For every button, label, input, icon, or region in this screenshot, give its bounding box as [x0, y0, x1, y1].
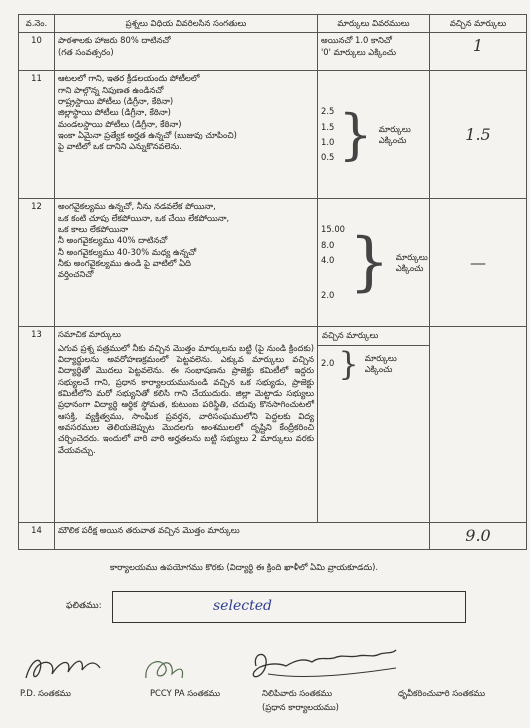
- header-details: ప్రశ్నలు విధియ వివరిలసిన సంగతులు: [55, 15, 318, 33]
- row-details: [55, 199, 318, 327]
- row-line: మండలస్థాయి పోటీలు (డిగ్రీనా, కేఠినా): [58, 118, 182, 129]
- row-line: ఒక కంటి చూపు లేకపోయినా, ఒక చేయి లేకపోయినా,: [58, 212, 230, 223]
- marks-brace-group: [321, 222, 426, 303]
- brace-label-line: ఎక్కించు: [395, 262, 424, 273]
- pccy-signature-icon: [140, 652, 186, 686]
- row-paragraph: ఎగువ ప్రశ్న పత్రములో నీకు వచ్చిన మొత్తం మార్కులను బట్టి (పై నుండి క్రిందకు) విద్యార్థులను అవరోహణక్రమంలో పెట్టవలెను. ఎక్కువ మార్కులు వచ్చిన విద్యార్థితో మొదలు పెట్టవలెను. ఈ సంభాషణను ప్రాజెక్టు కమిటీలో ఇద్దరు సభ్యులచే గాని, ప్రధాన కార్యాలయమునుండి వచ్చిన ఒక సభ్యుడు, ప్రాజెక్టు కమిటీలోని మరో సభ్యునితో కలిసి గాని చేయుదురు. జిల్లా మెట్టాడు సభ్యులు ప్రధానంగా విద్యార్థి ఆర్థిక స్థోమత, కుటుంబ పరిస్థితి, చదువు కొనసాగించుటలో ఆసక్తి, వ్యక్తిత్వము, సాంఘిక ప్రవర్తన, వారిసంఘములోని పెద్దలకు విద్య అవసరముల తెలియజెప్పుట మొదలగు అంశములలో దృష్టిని కేంద్రీకరించి చర్చించెదరు. ఇందులో వారి వారి అర్హతలను బట్టి సభ్యులు 2 మార్కులు వరకు వేయవచ్చు.: [58, 342, 314, 455]
- row-line: వర్తించనిచో: [58, 269, 94, 280]
- pccy-signature-label: PCCY PA సంతకము: [150, 688, 221, 698]
- certifier-signature-label: ధృవీకరించువారి సంతకము: [398, 688, 486, 698]
- brace-label-line: ఎక్కించు: [378, 134, 407, 145]
- row-sno: 11: [19, 71, 55, 199]
- row-obtained-marks: [430, 327, 527, 523]
- row-sno: 14: [19, 523, 55, 550]
- brace-label: [379, 124, 411, 147]
- brace-label-line: మార్కులు: [395, 251, 428, 262]
- marks-table: [18, 14, 527, 550]
- marks-value: 1.5: [321, 121, 335, 132]
- marks-brace-group: [321, 104, 426, 165]
- curly-brace-icon: }: [348, 225, 390, 300]
- row-line: (గత సంవత్సరం): [58, 46, 114, 57]
- row-line: ఒక కాలు లేకపోయినా: [58, 224, 129, 235]
- curly-brace-icon: }: [338, 344, 359, 383]
- row-details: [55, 71, 318, 199]
- result-field[interactable]: [112, 591, 466, 623]
- marks-value: 1.0: [321, 136, 335, 147]
- row-line: అయినచో 1.0 కానిచో: [321, 35, 392, 46]
- row-obtained-marks: 1.5: [430, 71, 527, 199]
- curly-brace-icon: }: [338, 102, 373, 166]
- row-line: గాని పాల్గొన్న నిపుణత ఉండినచో: [58, 84, 164, 95]
- officer-signature-icon: [246, 644, 406, 690]
- row-line: నీ అంగవైకల్యము 40-30% మధ్య ఉన్నచో: [58, 246, 197, 257]
- officer-signature-label: నిలిపివారు సంతకము: [262, 688, 333, 698]
- row-marks-details: [318, 71, 430, 199]
- marks-values: [321, 222, 345, 303]
- row-line: జిల్లాస్థాయి పోటీలు (డిగ్రీనా, కేఠినా): [58, 107, 171, 118]
- marks-values: [321, 356, 334, 371]
- table-row: [19, 523, 527, 550]
- row-total-text: మౌలిక పరీక్ష అయిన తరువాత వచ్చిన మొత్తం మార్కులు: [55, 523, 430, 550]
- table-row: [19, 199, 527, 327]
- brace-label: [365, 353, 397, 376]
- marks-value: 8.0: [321, 239, 335, 250]
- table-row: [19, 327, 527, 523]
- row-obtained-marks: 1: [430, 33, 527, 71]
- table-row: [19, 33, 527, 71]
- header-marks-obtained: వచ్చిన మార్కులు: [430, 15, 527, 33]
- pd-signature-label: P.D. సంతకము: [20, 688, 71, 698]
- header-marks-details: మార్కులు వివరములు: [318, 15, 430, 33]
- brace-label-line: మార్కులు: [378, 123, 411, 134]
- table-header-row: [19, 15, 527, 33]
- brace-label-line: మార్కులు: [364, 352, 397, 363]
- marks-value: 4.0: [321, 254, 335, 265]
- marks-value: 2.0: [321, 290, 335, 301]
- row-details: [55, 33, 318, 71]
- row-line: రాష్ట్రస్థాయి పోటీలు (డిగ్రీనా, కేఠినా): [58, 96, 174, 107]
- marks-value: 2.0: [321, 358, 335, 369]
- result-label: ఫలితము:: [66, 601, 102, 611]
- marks-value: 0.5: [321, 152, 335, 163]
- marks-brace-group: [318, 346, 429, 383]
- row-sno: 10: [19, 33, 55, 71]
- row-marks-details: [318, 33, 430, 71]
- row-line: పై వాటిలో ఒక దానిని ఎన్నుకొనవలెను.: [58, 141, 182, 152]
- table-row: [19, 71, 527, 199]
- row-title: సమాచిక మార్కులు: [58, 329, 121, 340]
- row-line: అంగవైకల్యము ఉన్నచో, నీను నడవలేక పోయినా,: [58, 201, 216, 212]
- row-sno: 12: [19, 199, 55, 327]
- office-use-note: కార్యాలయము ఉపయోగము కొరకు (విద్యార్థి ఈ క్రింది ఖాళీలో ఏమి వ్రాయకూడదు).: [110, 562, 379, 572]
- row-line: నీ అంగవైకల్యము 40% దాటినచో: [58, 235, 168, 246]
- row-marks-details: [318, 327, 430, 523]
- officer-signature-sublabel: (ప్రధాన కార్యాలయము): [262, 702, 339, 712]
- marks-value: 15.00: [321, 224, 345, 235]
- row-line: ఆటలలో గాని, ఇతర క్రీడలయందు పోటీలలో: [58, 73, 200, 84]
- row-line: నీకు అంగవైకల్యము ఉండి పై వాటిలో ఏది: [58, 258, 191, 269]
- row-marks-details: [318, 199, 430, 327]
- row-line: పాఠశాలకు హాజరు 80% దాటినచో: [58, 35, 171, 46]
- header-sno: వ.నెం.: [19, 15, 55, 33]
- marks-value: 2.5: [321, 106, 335, 117]
- marks-values: [321, 104, 334, 165]
- result-value: selected: [213, 598, 272, 614]
- brace-label: [396, 252, 428, 275]
- row-sno: 13: [19, 327, 55, 523]
- total-marks-value: 9.0: [430, 523, 527, 550]
- row-obtained-marks: —: [430, 199, 527, 327]
- row-line: '0' మార్కులు ఎక్కించు: [321, 46, 396, 57]
- row-details: [55, 327, 318, 523]
- brace-label-line: ఎక్కించు: [364, 364, 393, 375]
- marks-subheader: వచ్చిన మార్కులు: [318, 327, 429, 345]
- pd-signature-icon: [22, 648, 104, 688]
- row-line: ఇంకా ఏమైనా ప్రత్యేక అర్హత ఉన్నచో (బుజువు చూపించి): [58, 130, 237, 141]
